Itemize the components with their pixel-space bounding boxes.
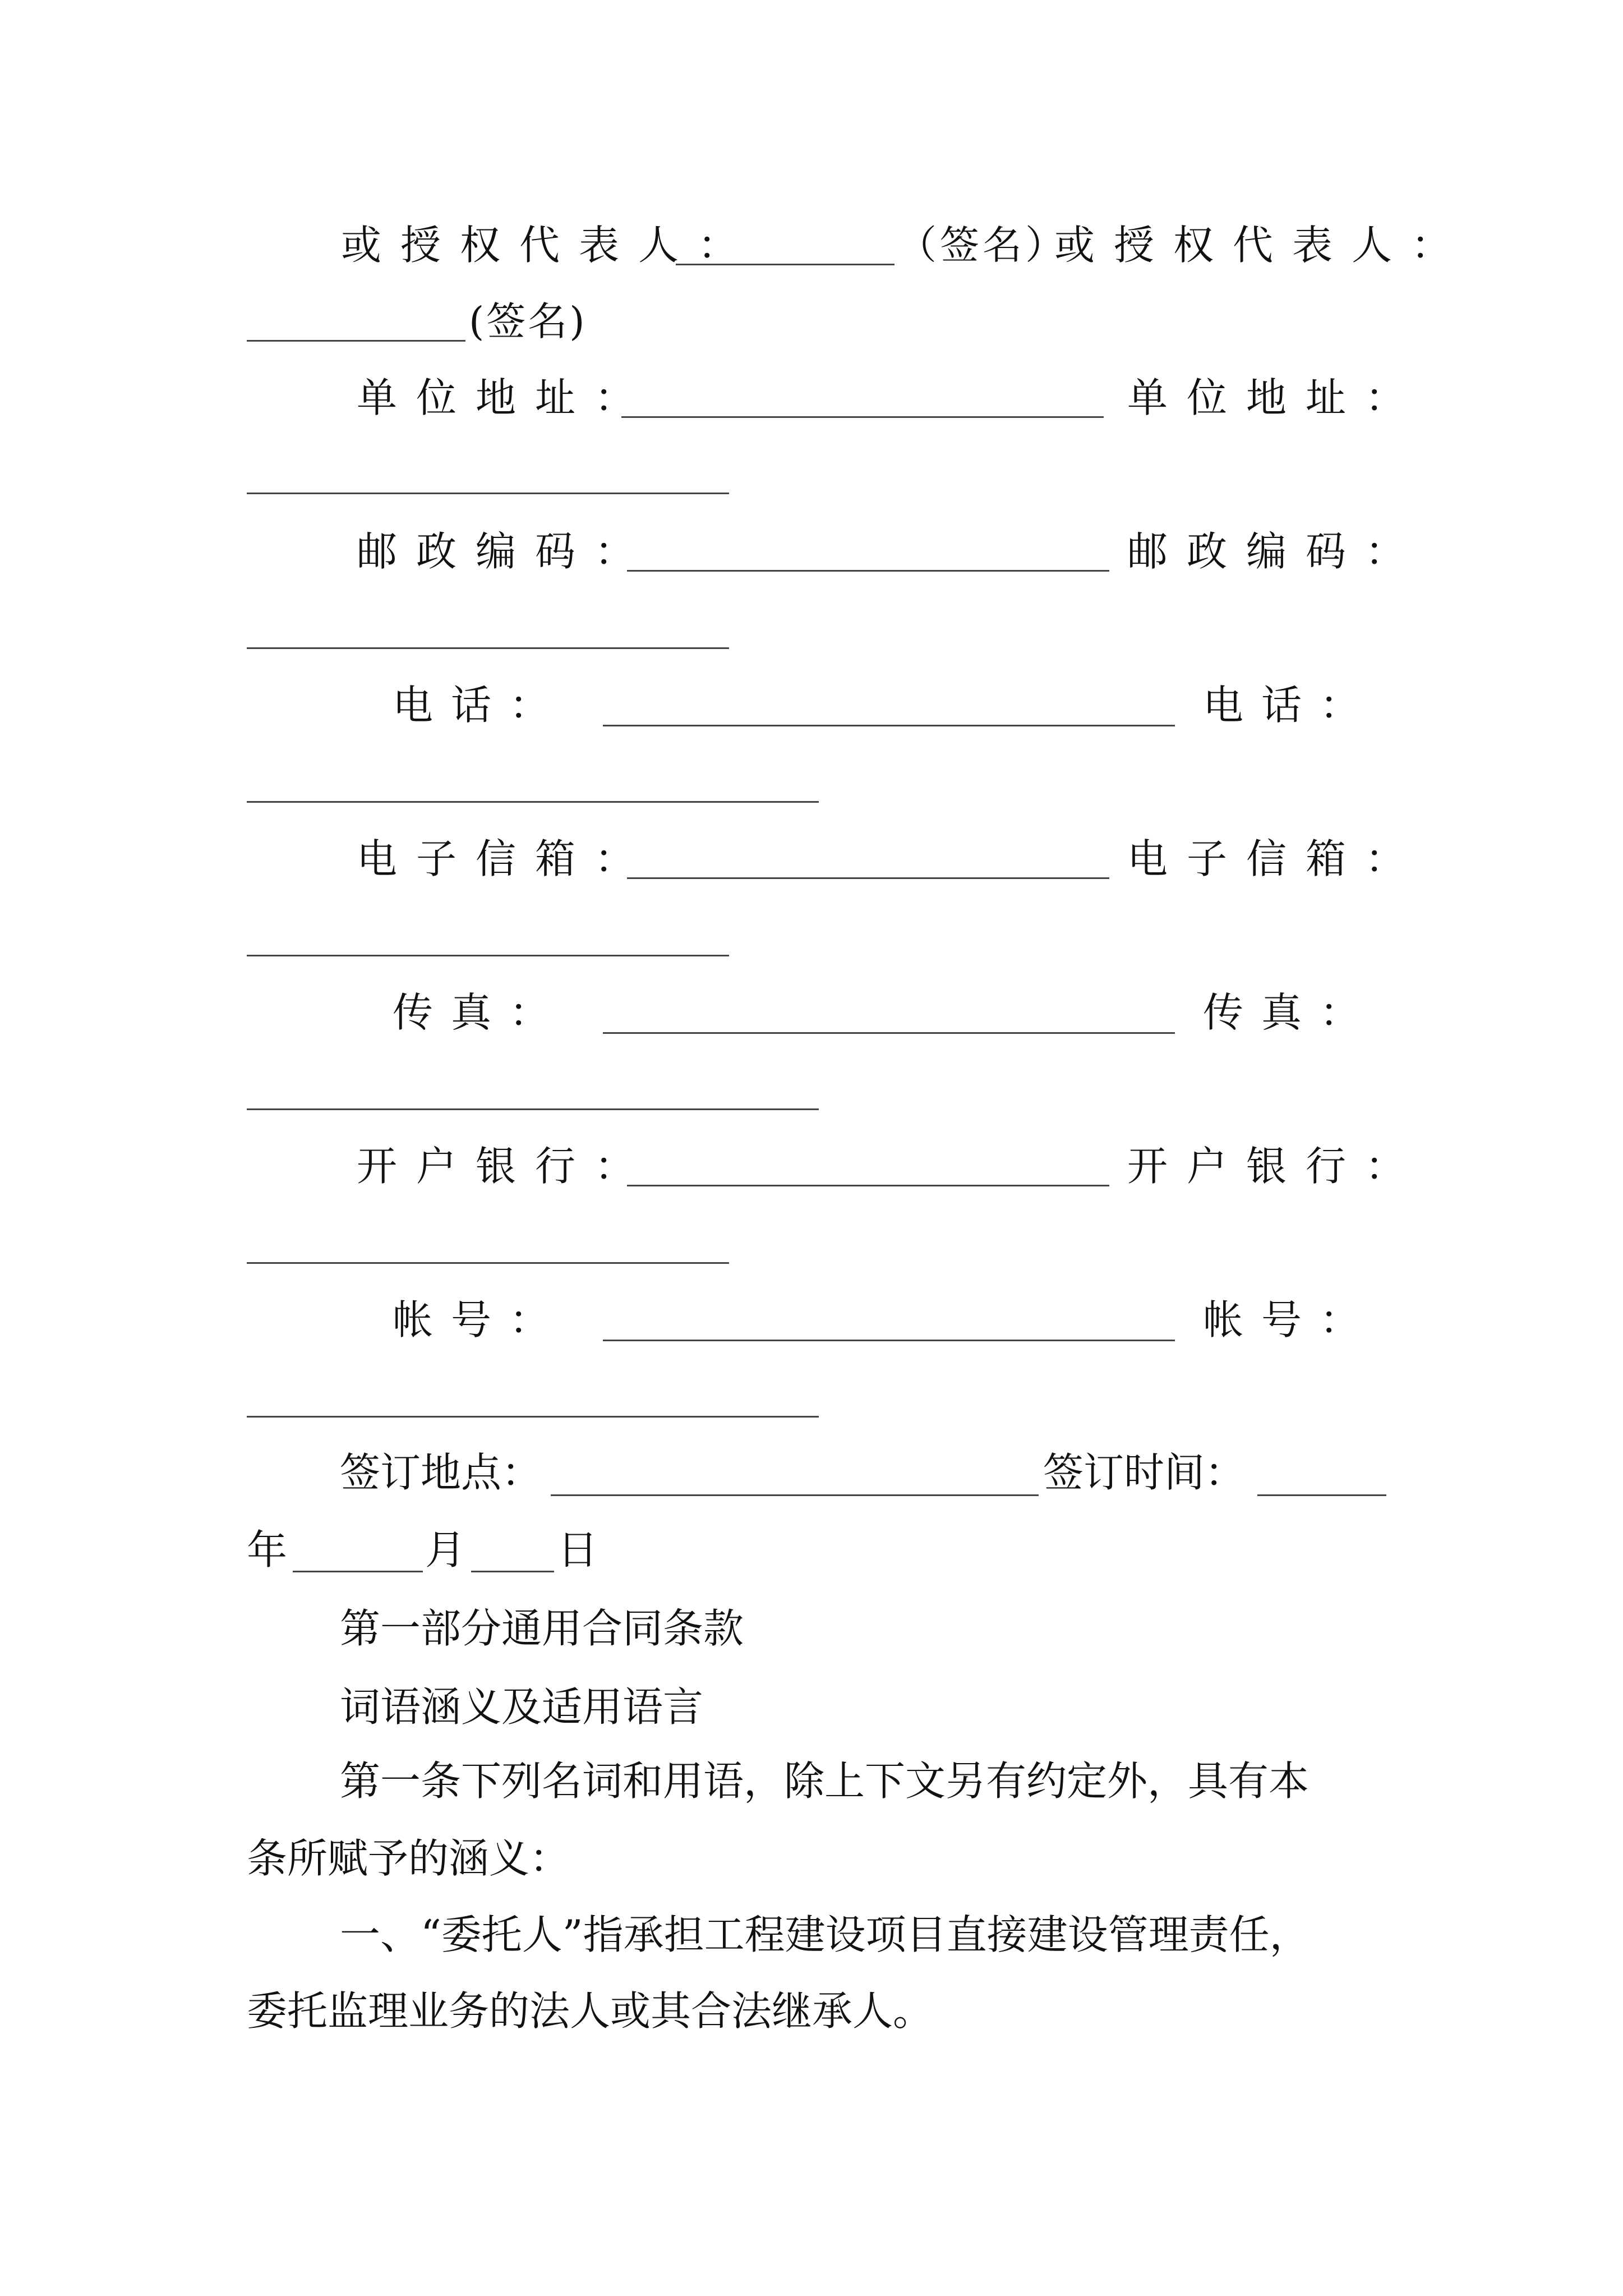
- signing-place-label: 签订地点：: [340, 1449, 542, 1496]
- sign-note-right: (签名): [469, 298, 587, 344]
- part-title: 第一部分通用合同条款: [340, 1605, 744, 1652]
- article-1-line-2: 条所赋予的涵义：: [247, 1835, 570, 1882]
- address-label-right: 单位地址：: [1127, 374, 1425, 421]
- phone-line-right[interactable]: [247, 801, 819, 803]
- account-label-left: [393, 1295, 550, 1345]
- fax-label-right: [1203, 987, 1360, 1038]
- section-title: 词语涵义及适用语言: [340, 1683, 704, 1731]
- email-label-left: 电子信箱：: [357, 835, 654, 882]
- email-line-right[interactable]: [247, 955, 729, 956]
- signing-month-line[interactable]: [293, 1571, 423, 1572]
- rep-signature-line-left[interactable]: [676, 264, 895, 265]
- rep-label-left: 或授权代表人：: [341, 222, 758, 269]
- fax-char-2: 真: [450, 989, 491, 1036]
- account-char-2: 号: [450, 1296, 491, 1343]
- phone-char-2: 话: [1261, 682, 1302, 729]
- phone-char-3: ：: [509, 682, 550, 729]
- phone-char-2: 话: [450, 682, 491, 729]
- bank-label-right: 开户银行：: [1127, 1143, 1425, 1190]
- article-1-line-1: 第一条下列名词和用语，除上下文另有约定外，具有本: [340, 1757, 1310, 1805]
- address-line-left[interactable]: [621, 416, 1104, 418]
- bank-line-left[interactable]: [627, 1185, 1109, 1186]
- email-line-left[interactable]: [627, 877, 1109, 879]
- email-label-right: 电子信箱：: [1127, 835, 1425, 882]
- signing-time-label: 签订时间：: [1043, 1449, 1246, 1496]
- day-label: 日: [557, 1526, 598, 1573]
- account-line-right[interactable]: [247, 1416, 819, 1418]
- fax-char-1: 传: [1203, 989, 1244, 1036]
- phone-char-3: ：: [1319, 682, 1360, 729]
- fax-char-3: ：: [509, 989, 550, 1036]
- account-char-3: ：: [1319, 1296, 1360, 1343]
- bank-label-left: 开户银行：: [357, 1143, 654, 1190]
- sign-note-left: （签名）: [897, 222, 1068, 268]
- phone-line-left[interactable]: [603, 725, 1175, 726]
- account-char-1: 帐: [1203, 1296, 1244, 1343]
- address-line-right[interactable]: [247, 493, 729, 494]
- signing-year-line[interactable]: [1257, 1494, 1386, 1496]
- postcode-line-right[interactable]: [247, 647, 729, 649]
- postcode-label-right: 邮政编码：: [1127, 528, 1425, 575]
- rep-signature-line-right[interactable]: [247, 340, 465, 342]
- signing-place-line[interactable]: [551, 1494, 1039, 1496]
- postcode-label-left: 邮政编码：: [357, 528, 654, 575]
- account-line-left[interactable]: [603, 1340, 1175, 1341]
- postcode-line-left[interactable]: [627, 570, 1109, 572]
- year-label: 年: [247, 1526, 288, 1573]
- fax-label-left: [393, 987, 550, 1038]
- month-label: 月: [425, 1526, 466, 1573]
- account-char-1: 帐: [393, 1296, 434, 1343]
- fax-line-left[interactable]: [603, 1032, 1175, 1034]
- address-label-left: 单位地址：: [357, 374, 654, 421]
- phone-label-left: [393, 680, 550, 730]
- fax-line-right[interactable]: [247, 1108, 819, 1110]
- item-1-line-2: 委托监理业务的法人或其合法继承人。: [247, 1987, 934, 2035]
- rep-label-right: 或授权代表人：: [1054, 222, 1471, 269]
- item-1-line-1: 一、“委托人”指承担工程建设项目直接建设管理责任，: [340, 1911, 1310, 1958]
- phone-char-1: 电: [1203, 682, 1244, 729]
- phone-label-right: [1203, 680, 1360, 730]
- account-char-3: ：: [509, 1296, 550, 1343]
- bank-line-right[interactable]: [247, 1262, 729, 1264]
- phone-char-1: 电: [393, 682, 434, 729]
- fax-char-2: 真: [1261, 989, 1302, 1036]
- fax-char-1: 传: [393, 989, 434, 1036]
- account-char-2: 号: [1261, 1296, 1302, 1343]
- signing-day-line[interactable]: [471, 1571, 554, 1572]
- fax-char-3: ：: [1319, 989, 1360, 1036]
- account-label-right: [1203, 1295, 1360, 1345]
